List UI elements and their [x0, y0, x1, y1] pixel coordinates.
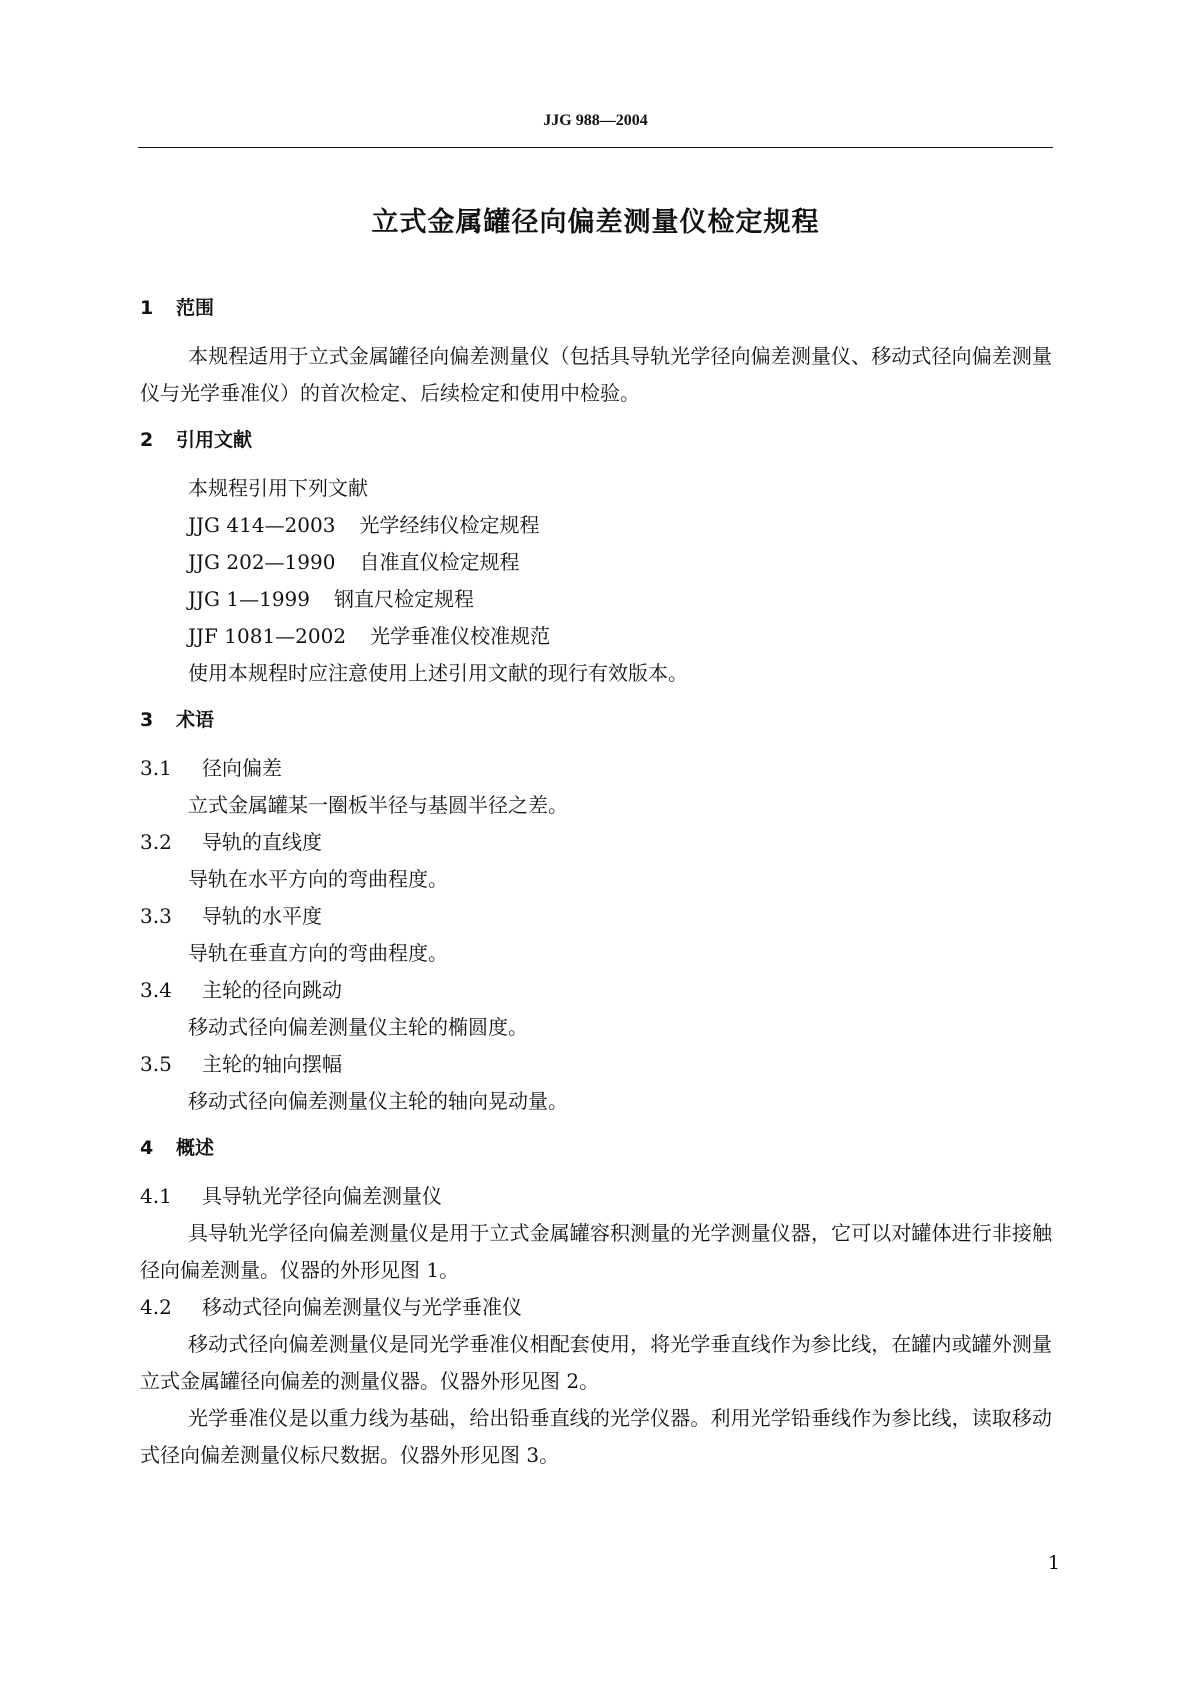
reference-code: JJG 1—1999	[188, 587, 310, 611]
document-code-header: JJG 988—2004	[543, 112, 648, 129]
term-definition: 移动式径向偏差测量仪主轮的椭圆度。	[188, 1015, 528, 1039]
section-4-heading	[140, 1130, 1052, 1166]
reference-name: 光学垂准仪校准规范	[370, 624, 551, 648]
term-heading	[140, 1046, 1052, 1083]
term-heading	[140, 898, 1052, 935]
reference-code: JJG 202—1990	[188, 550, 336, 574]
subsection-name: 具导轨光学径向偏差测量仪	[202, 1184, 442, 1208]
section-title: 术语	[176, 709, 215, 731]
reference-name: 自准直仪检定规程	[359, 550, 520, 574]
reference-item	[140, 544, 1052, 581]
term-number: 3.5	[140, 1052, 172, 1076]
reference-name: 钢直尺检定规程	[334, 587, 474, 611]
references-intro: 本规程引用下列文献	[188, 476, 368, 500]
term-number: 3.3	[140, 904, 172, 928]
term-number: 3.4	[140, 978, 172, 1002]
section-title: 引用文献	[176, 429, 253, 451]
section-2-heading	[140, 422, 1052, 458]
document-title: 立式金属罐径向偏差测量仪检定规程	[371, 207, 820, 238]
reference-item	[140, 581, 1052, 618]
term-number: 3.1	[140, 756, 172, 780]
section-title: 范围	[176, 297, 215, 319]
subsection-paragraph: 光学垂准仪是以重力线为基础，给出铅垂直线的光学仪器。利用光学铅垂线作为参比线，读取移动式径向偏差测量仪标尺数据。仪器外形见图 3。	[140, 1406, 1052, 1467]
term-name: 导轨的水平度	[202, 904, 322, 928]
section-3-heading	[140, 702, 1052, 738]
section-number: 2	[140, 429, 154, 451]
term-definition: 导轨在垂直方向的弯曲程度。	[188, 941, 448, 965]
section-number: 1	[140, 297, 154, 319]
subsection-number: 4.1	[140, 1184, 172, 1208]
term-heading	[140, 972, 1052, 1009]
subsection-heading	[140, 1178, 1052, 1215]
reference-code: JJG 414—2003	[188, 513, 336, 537]
term-heading	[140, 824, 1052, 861]
term-name: 导轨的直线度	[202, 830, 322, 854]
section-1-paragraph: 本规程适用于立式金属罐径向偏差测量仪（包括具导轨光学径向偏差测量仪、移动式径向偏差测量仪与光学垂准仪）的首次检定、后续检定和使用中检验。	[140, 344, 1052, 405]
term-definition: 移动式径向偏差测量仪主轮的轴向晃动量。	[188, 1089, 568, 1113]
reference-item	[140, 507, 1052, 544]
section-number: 3	[140, 709, 154, 731]
term-name: 径向偏差	[202, 756, 282, 780]
header-rule	[138, 147, 1053, 148]
reference-code: JJF 1081—2002	[188, 624, 347, 648]
page-number: 1	[1047, 1552, 1060, 1574]
subsection-heading	[140, 1289, 1052, 1326]
reference-name: 光学经纬仪检定规程	[359, 513, 540, 537]
subsection-paragraph: 移动式径向偏差测量仪是同光学垂准仪相配套使用，将光学垂直线作为参比线，在罐内或罐外测量立式金属罐径向偏差的测量仪器。仪器外形见图 2。	[140, 1332, 1052, 1393]
term-definition: 导轨在水平方向的弯曲程度。	[188, 867, 448, 891]
term-heading	[140, 750, 1052, 787]
term-name: 主轮的轴向摆幅	[202, 1052, 342, 1076]
section-title: 概述	[176, 1137, 215, 1159]
term-name: 主轮的径向跳动	[202, 978, 342, 1002]
term-definition: 立式金属罐某一圈板半径与基圆半径之差。	[188, 793, 568, 817]
subsection-name: 移动式径向偏差测量仪与光学垂准仪	[202, 1295, 522, 1319]
subsection-number: 4.2	[140, 1295, 172, 1319]
references-note: 使用本规程时应注意使用上述引用文献的现行有效版本。	[188, 661, 688, 685]
subsection-paragraph: 具导轨光学径向偏差测量仪是用于立式金属罐容积测量的光学测量仪器，它可以对罐体进行非接触径向偏差测量。仪器的外形见图 1。	[140, 1221, 1052, 1282]
section-number: 4	[140, 1137, 154, 1159]
term-number: 3.2	[140, 830, 172, 854]
section-1-heading	[140, 290, 1052, 326]
reference-item	[140, 618, 1052, 655]
document-body	[140, 290, 1052, 1474]
